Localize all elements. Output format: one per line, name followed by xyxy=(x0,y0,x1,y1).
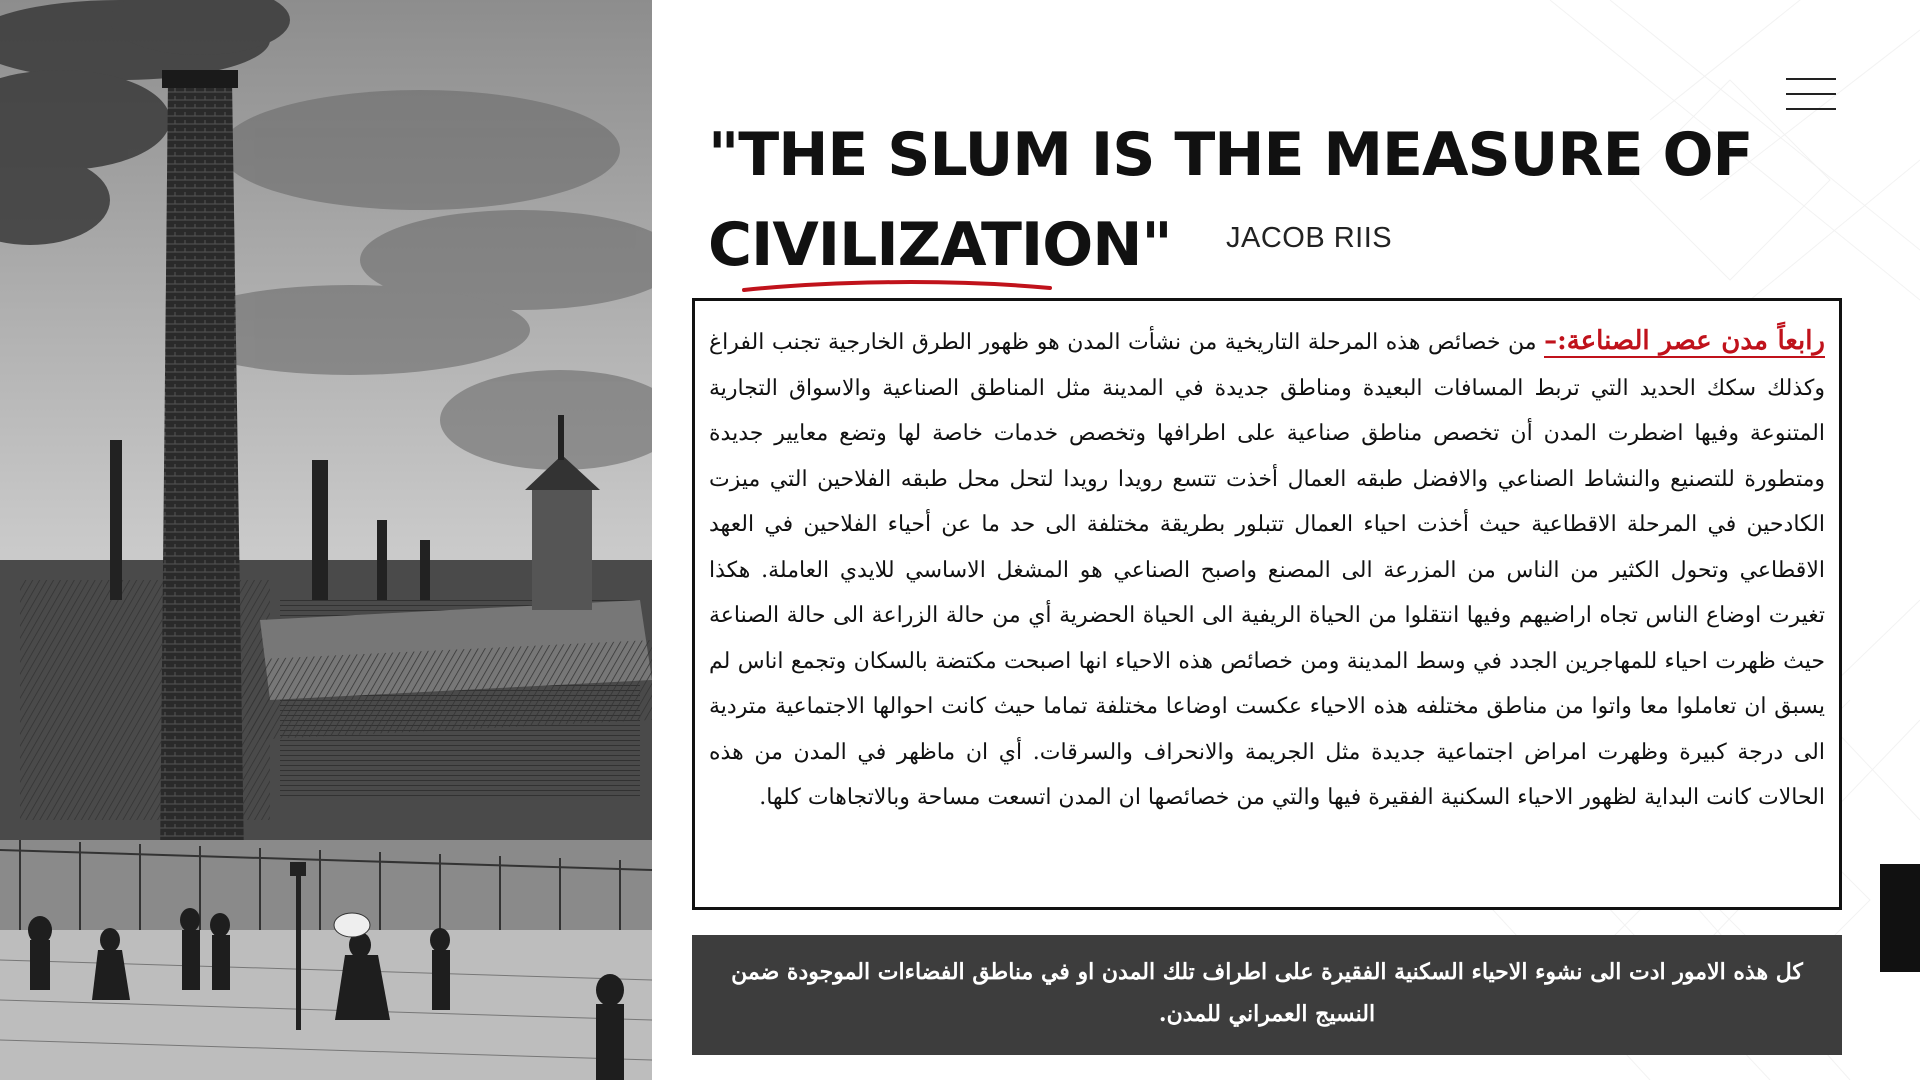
red-underline-swoosh xyxy=(740,276,1054,296)
factory-illustration xyxy=(0,0,652,1080)
article-body: من خصائص هذه المرحلة التاريخية من نشأت المدن هو ظهور الطرق الخارجية تجنب الفراغ وكذلك سكك الحديد التي تربط المسافات البعيدة ومناطق جديدة في المدينة مثل المناطق الصناعية والاسواق التجارية المتنوعة وفيها اضطرت المدن أن تخصص مناطق صناعية على اطرافها وتخصص خدمات خاصة لها وتضع معايير جديدة ومتطورة للتصنيع والنشاط الصناعي والافضل طبقه العمال أخذت تتسع رويدا رويدا لتحل محل طبقه الفلاحين التي ميزت الكادحين في المرحلة الاقطاعية حيث أخذت احياء العمال تتبلور بطريقة مختلفة الى حد ما عن أحياء الفلاحين في العهد الاقطاعي وتحول الكثير من الناس من المزرعة الى المصنع واصبح الصناعي هو المشغل الاساسي للايدي العاملة. هكذا تغيرت اوضاع الناس تجاه اراضيهم وفيها انتقلوا من الحياة الريفية الى الحياة الحضرية أي من حالة الزراعة الى حالة الصناعة حيث ظهرت احياء للمهاجرين الجدد في وسط المدينة ومن خصائص هذه الاحياء انها اصبحت مكتضة بالسكان وتجمع اناس لم يسبق ان تعاملوا معا واتوا من مناطق مختلفه هذه الاحياء عكست اوضاعا مختلفة تماما حيث كانت احوالها الاجتماعية متردية الى درجة كبيرة وظهرت امراض اجتماعية جديدة مثل الجريمة والانحراف والسرقات. أي ان ماظهر في المدن من هذه الحالات كانت البداية لظهور الاحياء السكنية الفقيرة فيها والتي من خصائصها ان المدن اتسعت مساحة وبالاتجاهات كلها. xyxy=(709,330,1825,810)
article-text-box xyxy=(692,298,1842,910)
article-heading: رابعاً مدن عصر الصناعة:– xyxy=(1544,326,1825,356)
summary-text: كل هذه الامور ادت الى نشوء الاحياء السكنية الفقيرة على اطراف تلك المدن او في مناطق الفضاءات الموجودة ضمن النسيج العمراني للمدن. xyxy=(731,959,1803,1027)
industrial-factory-engraving xyxy=(0,0,652,1080)
summary-box xyxy=(692,935,1842,1055)
title-line-2: CIVILIZATION" xyxy=(708,210,1172,280)
hamburger-menu-icon[interactable] xyxy=(1786,78,1836,110)
quote-author: JACOB RIIS xyxy=(1226,222,1393,254)
page-title xyxy=(708,110,1808,290)
side-tab[interactable] xyxy=(1880,864,1920,972)
title-line-1: "THE SLUM IS THE MEASURE OF xyxy=(708,120,1753,190)
menu-bar-top xyxy=(1786,78,1836,80)
menu-bar-middle xyxy=(1786,93,1836,95)
